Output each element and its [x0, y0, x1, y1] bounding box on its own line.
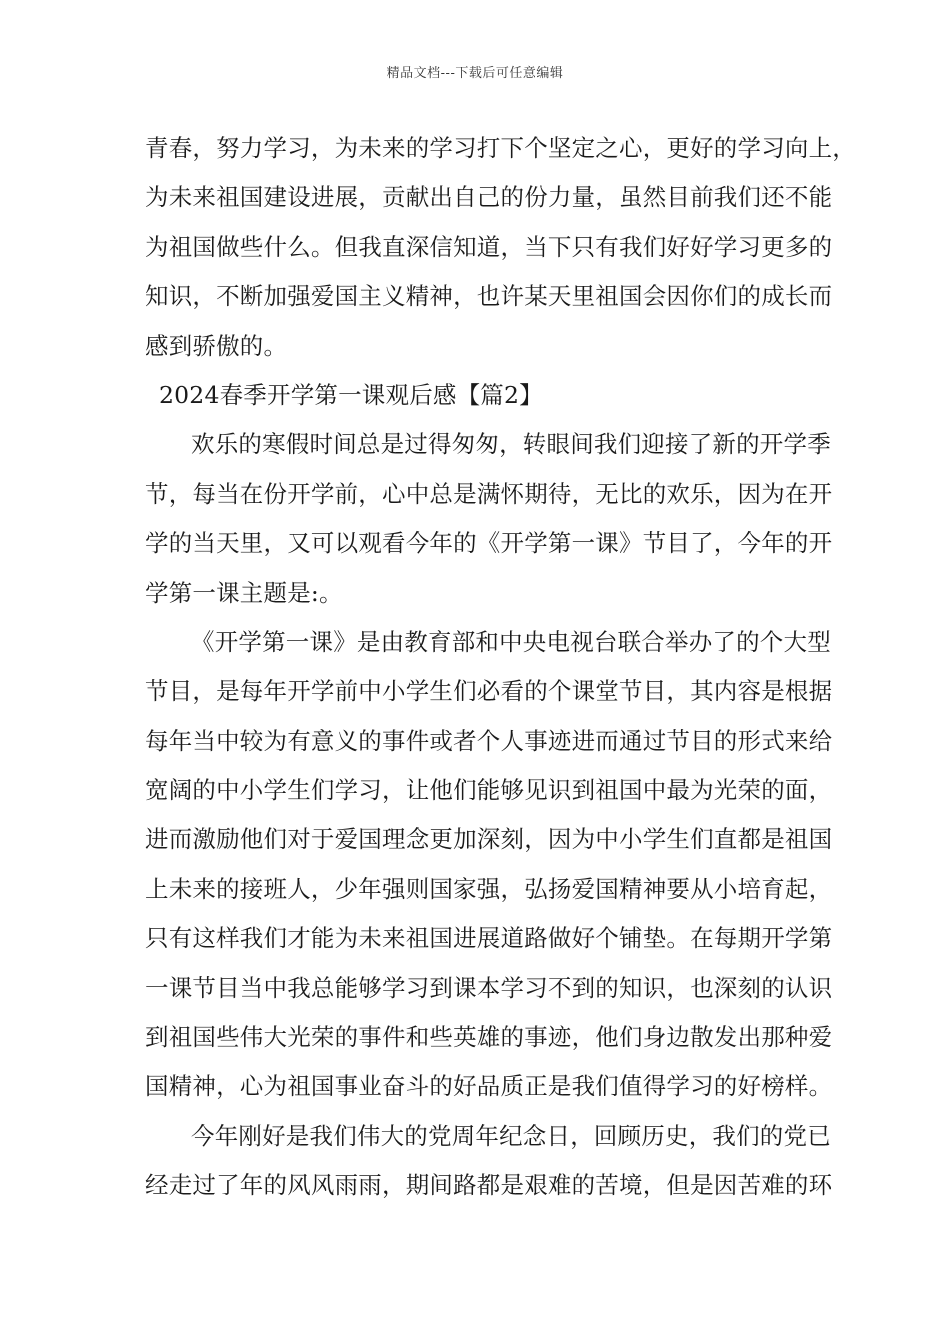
text-line: 宽阔的中小学生们学习，让他们能够见识到祖国中最为光荣的面，	[145, 776, 833, 805]
text-line: 上未来的接班人，少年强则国家强，弘扬爱国精神要从小培育起，	[145, 874, 833, 903]
text-line: 节，每当在份开学前，心中总是满怀期待，无比的欢乐，因为在开	[145, 479, 833, 508]
text-line: 学第一课主题是:。	[145, 578, 343, 607]
text-line: 国精神，心为祖国事业奋斗的好品质正是我们值得学习的好榜样。	[145, 1072, 833, 1101]
text-line: 经走过了年的风风雨雨，期间路都是艰难的苦境，但是因苦难的环	[145, 1171, 833, 1200]
text-line: 节目，是每年开学前中小学生们必看的个课堂节目，其内容是根据	[145, 677, 833, 706]
page-header: 精品文档---下载后可任意编辑	[386, 66, 564, 81]
text-line: 每年当中较为有意义的事件或者个人事迹进而通过节目的形式来给	[145, 726, 833, 755]
text-line: 为祖国做些什么。但我直深信知道，当下只有我们好好学习更多的	[145, 232, 833, 261]
paragraph-first-line: 今年刚好是我们伟大的党周年纪念日，回顾历史，我们的党已	[191, 1121, 831, 1150]
paragraph-first-line: 欢乐的寒假时间总是过得匆匆，转眼间我们迎接了新的开学季	[191, 430, 831, 459]
text-line: 只有这样我们才能为未来祖国进展道路做好个铺垫。在每期开学第	[145, 924, 833, 953]
document-body	[145, 124, 856, 1211]
text-line: 一课节目当中我总能够学习到课本学习不到的知识，也深刻的认识	[145, 973, 833, 1002]
section-heading: 2024春季开学第一课观后感【篇2】	[159, 380, 543, 409]
text-line: 青春，努力学习，为未来的学习打下个坚定之心，更好的学习向上，	[145, 134, 856, 162]
text-line: 知识，不断加强爱国主义精神，也许某天里祖国会因你们的成长而	[145, 282, 833, 311]
text-line: 进而激励他们对于爱国理念更加深刻，因为中小学生们直都是祖国	[145, 825, 833, 854]
text-line: 学的当天里，又可以观看今年的《开学第一课》节目了，今年的开	[145, 529, 833, 558]
text-line: 为未来祖国建设进展，贡献出自己的份力量，虽然目前我们还不能	[145, 183, 833, 212]
text-line: 到祖国些伟大光荣的事件和些英雄的事迹，他们身边散发出那种爱	[145, 1023, 833, 1052]
paragraph-first-line: 《开学第一课》是由教育部和中央电视台联合举办了的个大型	[191, 627, 831, 656]
text-line: 感到骄傲的。	[145, 331, 288, 360]
